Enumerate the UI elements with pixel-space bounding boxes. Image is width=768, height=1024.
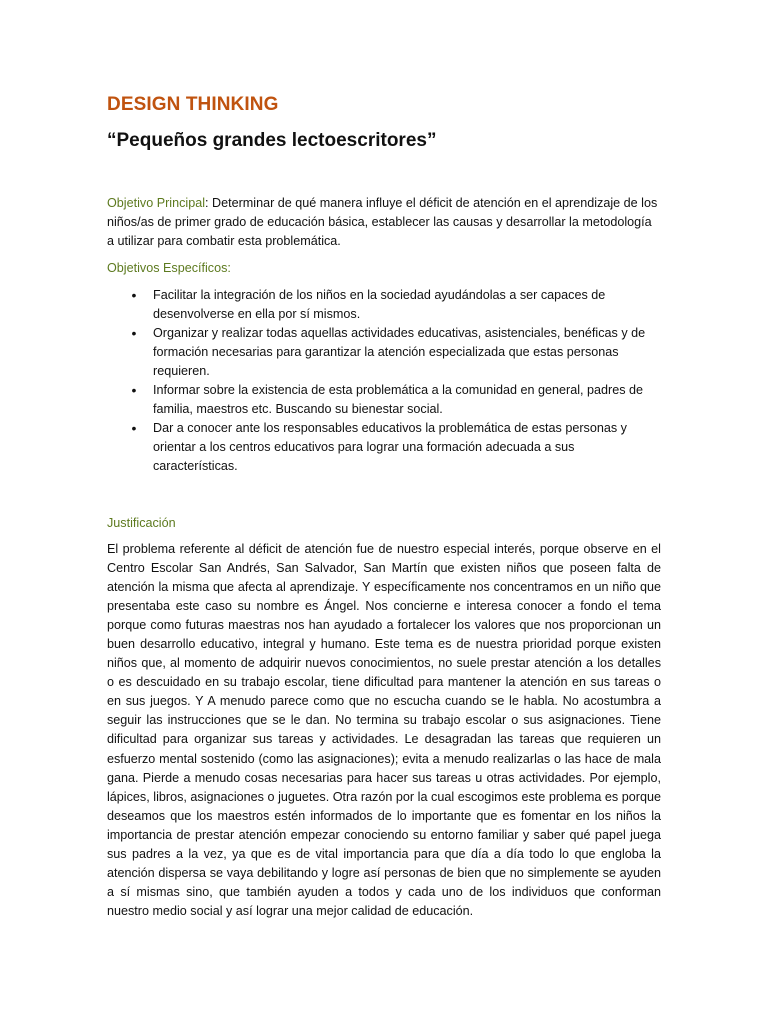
list-item-text: Organizar y realizar todas aquellas actividades educativas, asistenciales, benéficas y de formación necesarias para garantizar la atención especializada que estas personas requieren. [153,326,646,378]
list-item-text: Facilitar la integración de los niños en la sociedad ayudándolas a ser capaces de desenvolverse en ella por sí mismos. [153,288,606,321]
list-item [107,381,661,419]
main-objective-text: Determinar de qué manera influye el déficit de atención en el aprendizaje de los niños/as de primer grado de educación básica, establecer las causas y desarrollar la metodología a utilizar para combatir esta problemática. [107,196,658,248]
main-objective-label: Objetivo Principal [107,196,205,210]
list-item [107,324,661,381]
specific-objectives-list [107,286,661,476]
list-item [107,286,661,324]
bullet-icon: • [131,325,137,341]
main-objective [107,194,661,251]
list-item-text: Informar sobre la existencia de esta problemática a la comunidad en general, padres de familia, maestros etc. Buscando su bienestar social. [153,383,644,416]
bullet-icon: • [131,420,137,436]
bullet-icon: • [131,382,137,398]
document-subtitle: “Pequeños grandes lectoescritores” [107,130,437,151]
bullet-icon: • [131,287,137,303]
justification-heading: Justificación [107,516,176,530]
main-objective-colon: : [205,196,209,210]
list-item [107,419,661,476]
list-item-text: Dar a conocer ante los responsables educativos la problemática de estas personas y orientar a los centros educativos para lograr una formación adecuada a sus características. [153,421,627,473]
specific-objectives-heading: Objetivos Específicos: [107,261,231,275]
document-page [107,92,661,921]
document-title: DESIGN THINKING [107,94,279,115]
justification-paragraph: El problema referente al déficit de atención fue de nuestro especial interés, porque observe en el Centro Escolar San Andrés, San Salvador, San Martín que existen niños que poseen falta de atención la misma que afecta al aprendizaje. Y específicamente nos concentramos en un niño que presentaba este caso su nombre es Ángel. Nos concierne e interesa conocer a fondo el tema porque como futuras maestras nos han ayudado a fortalecer los valores que nos proporcionan un buen desarrollo educativo, integral y humano. Este tema es de nuestra prioridad porque existen niños que, al momento de adquirir nuevos conocimientos, no suele prestar atención a los detalles o es descuidado en su trabajo escolar, tiene dificultad para mantener la atención en sus tareas o en sus juegos. Y A menudo parece como que no escucha cuando se le habla. No acostumbra a seguir las instrucciones que se le dan. No termina su trabajo escolar o sus asignaciones. Tiene dificultad para organizar sus tareas y actividades. Le desagradan las tareas que requieren un esfuerzo mental sostenido (como las asignaciones); evita a menudo realizarlas o las hace de mala gana. Pierde a menudo cosas necesarias para hacer sus tareas u otras actividades. Por ejemplo, lápices, libros, asignaciones o juguetes. Otra razón por la cual escogimos este problema es porque deseamos que los maestros estén informados de lo importante que es fomentar en los niños la importancia de prestar atención empezar conociendo su entorno familiar y saber qué papel juega sus padres a la vez, ya que es de vital importancia para que día a día todo lo que engloba la atención dispersa se vaya debilitando y logre así personas de bien que no simplemente se ayuden a sí mismas sino, que también ayuden a todos y cada uno de los individuos que conforman nuestro medio social y así lograr una mejor calidad de educación. [107,542,661,918]
